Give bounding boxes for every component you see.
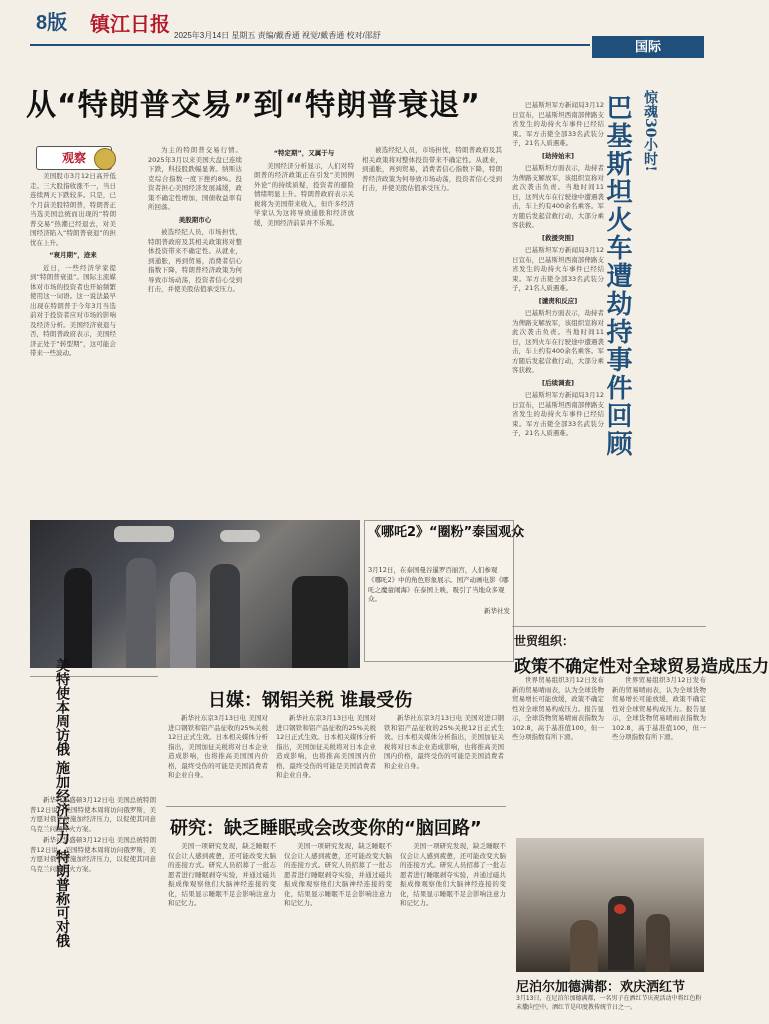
sleep-text-2: 美国一项研究发现，缺乏睡眠不仅会让人感到疲惫，还可能改变大脑的连接方式。研究人员招募了一批志愿者进行睡眠剥夺实验，并通过磁共振成像观察他们大脑神经连接的变化，结果显示睡眠不足会影响注意力和记忆力。: [284, 842, 392, 907]
japan-column-3: [384, 714, 504, 802]
pakistan-subhead-4: [后续调查]: [542, 378, 574, 387]
japan-column-2: [276, 714, 376, 802]
lead-col2-text: 近日，一些经济学家提到“特朗普衰退”。国际主流媒体对市场的投资者也开始频繁使用这一词语。这一说法最早出现在特朗普于今年3月当选前对于投资者应对市场的影响及经济分析。美国经济衰退与否，特朗普政府表示，美国经济正处于“转型期”，这可能会带来一些波动。: [30, 263, 116, 357]
nezha-title: 《哪吒2》“圈粉”泰国观众: [368, 525, 525, 540]
wto-kicker: 世贸组织：: [514, 634, 575, 648]
wto-column-1: [512, 676, 604, 826]
pakistan-subhead-3: [谴责和反应]: [538, 296, 578, 305]
pakistan-title: 巴基斯坦火车遭劫持事件回顾: [602, 94, 632, 458]
left-rule: [30, 676, 158, 677]
lead-col1-text: 美国股市3月12日高开低走。三大股指收涨不一，当日连续两天下跌较多。只是，已个月前美股特朗普，特朗普正当选美国总统而出现的“特朗普交易”热潮已经退去，对美国经济陷入“特朗普衰退”的担忧在上升。: [30, 172, 116, 247]
nezha-credit: 新华社发: [484, 607, 510, 616]
japan-text-3: 新华社东京3月13日电 美国对进口钢铁和铝产品征收的25%关税12日正式生效。日本相关媒体分析指出，美国加征关税将对日本企业造成影响，也将推高美国国内价格，最终受伤的可能是美国消费者和企业自身。: [384, 714, 504, 770]
wto-title: 政策不确定性对全球贸易造成压力: [514, 657, 769, 677]
newspaper-logo: 镇江日报: [90, 12, 170, 36]
section-label: 国际: [592, 36, 704, 58]
lead-col5-text: 美国经济分析显示，人们对特朗普的经济政策正在引发“美国例外论”的持续质疑，投资者的避险情绪明显上升。特朗普政府表示关税将为美国带来收入，但许多经济学家认为这将导致通胀和经济放缓，美国经济前景并不乐观。: [254, 161, 354, 227]
us-russia-title: 美特使本周访俄 施加经济压力 特朗普称可对俄: [54, 658, 70, 948]
header-rule: [30, 44, 590, 46]
pakistan-text-4: 巴基斯坦方面表示，劫持者为俾路支解放军，该组织宣称对此次袭击负责。当地时间11日，这列火车在行驶途中遭遇袭击，车上约有400余名乘客。军方随后发起营救行动，大部分乘客获救。: [512, 309, 604, 374]
pakistan-text-5: 巴基斯坦军方新闻局3月12日宣布，巴基斯坦西南部俾路支省发生的劫持火车事件已经结束。军方击毙全部33名武装分子，21名人质遇难。: [512, 391, 604, 437]
us-russia-text-2: 新华社华盛顿3月12日电 美国总统特朗普12日说，美国特使本周将访问俄罗斯，美方愿对俄罗斯施加经济压力，以促使其同意乌克兰问题停火方案。: [30, 836, 156, 873]
lead-col5-cont: 被选经纪人员，市场担忧，特朗普政府及其相关政策将对整体投资带来不确定性。从就业，到通胀，再到贸易，消费者信心指数下降，特朗普经济政策为何导致市场动荡，投资者信心受到打击，并使美股估值承受压力。: [362, 146, 502, 192]
lead-subhead-2: 美股期市心: [178, 215, 212, 224]
wto-text: 世界贸易组织3月12日发布新的贸易晴雨表，认为全球货物贸易增长可能放缓，政策不确定性对全球贸易构成压力。报告显示，全球货物贸易晴雨表指数为102.8，高于基准值100，但一些分项指数有所下滑。: [512, 676, 604, 741]
lead-col3-text: 为主的特朗普交易行情。2025年3月以来美国大盘已连续下跌，科技股跌幅显著。纳斯达克综合指数一度下挫约8%。投资者担心美国经济发展减缓，政策不确定性增加，国债收益率有所回落。: [148, 146, 242, 211]
sleep-rule: [166, 806, 506, 807]
pakistan-text-3: 巴基斯坦军方新闻局3月12日宣布，巴基斯坦西南部俾路支省发生的劫持火车事件已经结束。军方击毙全部33名武装分子，21名人质遇难。: [512, 246, 604, 292]
observe-badge: 观察: [36, 146, 112, 170]
sleep-column-1: [168, 842, 276, 1012]
lead-subhead-1: “衰月期”，迹来: [49, 251, 97, 259]
date-line: 2025年3月14日 星期五 责编/戴香通 视觉/戴香通 校对/邵舒: [174, 31, 381, 40]
holi-caption: 3月13日，在尼泊尔加德满都，一名男子在洒红节庆祝活动中将红色粉末撒向空中。洒红节是印度教传统节日之一。: [516, 995, 702, 1011]
holi-title: 尼泊尔加德满都：欢庆洒红节: [516, 980, 686, 995]
pakistan-kicker: 惊魂30小时!: [642, 90, 658, 172]
pakistan-subhead-1: [劫持始末]: [542, 151, 574, 160]
japan-title: 日媒：钢铝关税 谁最受伤: [208, 690, 413, 711]
pakistan-text-2: 巴基斯坦方面表示，劫持者为俾路支解放军，该组织宣称对此次袭击负责。当地时间11日，这列火车在行驶途中遭遇袭击，车上约有400余名乘客。军方随后发起营救行动，大部分乘客获救。: [512, 164, 604, 229]
holi-photo: [516, 838, 704, 972]
sleep-text: 美国一项研究发现，缺乏睡眠不仅会让人感到疲惫，还可能改变大脑的连接方式。研究人员招募了一批志愿者进行睡眠剥夺实验，并通过磁共振成像观察他们大脑神经连接的变化，结果显示睡眠不足会影响注意力和记忆力。: [168, 842, 276, 907]
lead-column-1: [30, 172, 116, 502]
pakistan-column-1: [512, 101, 604, 611]
lead-column-3: [254, 146, 354, 506]
eye-icon: [94, 148, 116, 170]
lead-subhead-3: “特定期”，又属于与: [273, 149, 335, 157]
lead-col4-text: 被选经纪人员，市场担忧，特朗普政府及其相关政策将对整体投资带来不确定性。从就业，到通胀，再到贸易，消费者信心指数下降，特朗普经济政策为何导致市场动荡，投资者信心受到打击，并使美股估值承受压力。: [148, 228, 242, 293]
pakistan-text: 巴基斯坦军方新闻局3月12日宣布，巴基斯坦西南部俾路支省发生的劫持火车事件已经结束。军方击毙全部33名武装分子，21名人质遇难。: [512, 101, 604, 147]
sleep-text-3: 美国一项研究发现，缺乏睡眠不仅会让人感到疲惫，还可能改变大脑的连接方式。研究人员招募了一批志愿者进行睡眠剥夺实验，并通过磁共振成像观察他们大脑神经连接的变化，结果显示睡眠不足会影响注意力和记忆力。: [400, 842, 506, 907]
us-russia-column: [30, 796, 156, 1010]
sleep-column-2: [284, 842, 392, 1012]
wto-text-2: 世界贸易组织3月12日发布新的贸易晴雨表，认为全球货物贸易增长可能放缓，政策不确定性对全球贸易构成压力。报告显示，全球货物贸易晴雨表指数为102.8，高于基准值100，但一些分项指数有所下滑。: [612, 676, 706, 741]
sleep-column-3: [400, 842, 506, 1012]
us-russia-text: 新华社华盛顿3月12日电 美国总统特朗普12日说，美国特使本周将访问俄罗斯，美方愿对俄罗斯施加经济压力，以促使其同意乌克兰问题停火方案。: [30, 796, 156, 833]
japan-column-1: [168, 714, 268, 802]
japan-text-2: 新华社东京3月13日电 美国对进口钢铁和铝产品征收的25%关税12日正式生效。日本相关媒体分析指出，美国加征关税将对日本企业造成影响，也将推高美国国内价格，最终受伤的可能是美国消费者和企业自身。: [276, 714, 376, 779]
japan-text: 新华社东京3月13日电 美国对进口钢铁和铝产品征收的25%关税12日正式生效。日本相关媒体分析指出，美国加征关税将对日本企业造成影响，也将推高美国国内价格，最终受伤的可能是美国消费者和企业自身。: [168, 714, 268, 779]
lead-headline: 从“特朗普交易”到“特朗普衰退”: [26, 88, 481, 123]
lead-column-4: [362, 146, 502, 506]
wto-column-2: [612, 676, 706, 826]
page-number: 8版: [36, 12, 68, 34]
lead-column-2: [148, 146, 242, 506]
wto-rule: [512, 626, 706, 627]
nezha-caption: 3月12日，在泰国曼谷暹罗百丽宫，人们参观《哪吒2》中的角色形象展示。国产动画电影《哪吒之魔童闹海》在泰国上映，吸引了当地众多观众。 新华社发: [368, 566, 510, 616]
nezha-photo: [30, 520, 360, 668]
page-header: [0, 0, 725, 52]
sleep-title: 研究：缺乏睡眠或会改变你的“脑回路”: [170, 818, 482, 839]
pakistan-subhead-2: [救援突围]: [542, 233, 574, 242]
